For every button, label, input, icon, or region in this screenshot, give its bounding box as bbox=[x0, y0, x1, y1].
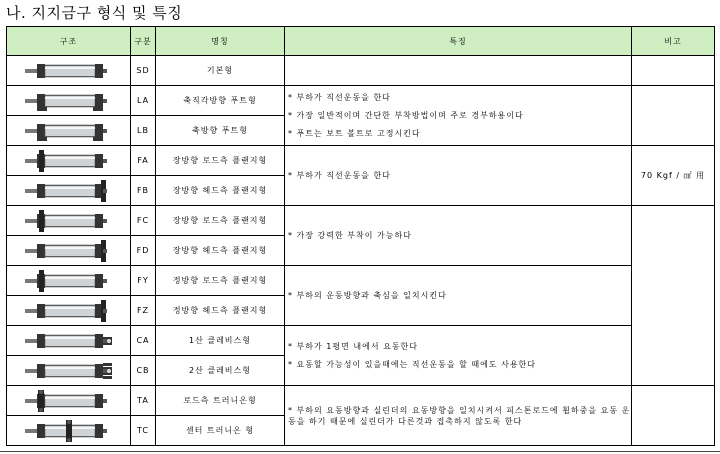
table-row bbox=[7, 386, 715, 416]
type-name: 장방향 헤드측 플랜지형 bbox=[156, 236, 285, 266]
structure-cell bbox=[7, 86, 131, 116]
head-flange-cylinder-icon bbox=[23, 240, 115, 262]
note-cell bbox=[632, 386, 715, 446]
type-code: FB bbox=[131, 176, 156, 206]
type-code: TA bbox=[131, 386, 156, 416]
type-code: CB bbox=[131, 356, 156, 386]
type-name: 축직각방향 푸트형 bbox=[156, 86, 285, 116]
structure-cell bbox=[7, 236, 131, 266]
type-code: CA bbox=[131, 326, 156, 356]
features-cell bbox=[285, 86, 632, 146]
type-name: 로드측 트러니온형 bbox=[156, 386, 285, 416]
structure-cell bbox=[7, 386, 131, 416]
type-code: TC bbox=[131, 416, 156, 446]
type-name: 장방향 헤드측 플랜지형 bbox=[156, 176, 285, 206]
feature-line: * 가장 일반적이며 간단한 부착방법이며 주로 경부하용이다 bbox=[288, 111, 524, 120]
type-code: FZ bbox=[131, 296, 156, 326]
type-name: 장방향 로드측 플랜지형 bbox=[156, 146, 285, 176]
structure-cell bbox=[7, 356, 131, 386]
header-features: 특징 bbox=[285, 27, 632, 56]
type-name: 센터 트러니온 형 bbox=[156, 416, 285, 446]
table-row bbox=[7, 146, 715, 176]
square-rod-flange-cylinder-icon bbox=[23, 270, 115, 292]
basic-cylinder-icon bbox=[23, 60, 115, 82]
type-code: LA bbox=[131, 86, 156, 116]
foot-cylinder-icon bbox=[23, 120, 115, 142]
type-code: FA bbox=[131, 146, 156, 176]
features-cell bbox=[285, 326, 632, 386]
structure-cell bbox=[7, 146, 131, 176]
header-code: 구분 bbox=[131, 27, 156, 56]
axial-foot-cylinder-icon bbox=[23, 90, 115, 112]
feature-line: * 요동할 가능성이 있을때에는 직선운동을 할 때에도 사용한다 bbox=[288, 360, 536, 369]
structure-cell bbox=[7, 176, 131, 206]
feature-line: * 부하의 요동방향과 실린더의 요동방향을 일치시켜서 피스톤로드에 휨하중을 요동 운동을 하기 때문에 실린더가 다른것과 접촉하지 않도록 한다 bbox=[288, 405, 631, 426]
feature-line: * 부하가 1평면 내에서 요동한다 bbox=[288, 342, 418, 351]
note-cell bbox=[632, 86, 715, 146]
pressure-note: 70 Kgf / ㎠ 用 bbox=[640, 171, 706, 180]
structure-cell bbox=[7, 266, 131, 296]
page-bottom-rule bbox=[0, 451, 720, 452]
feature-line: * 푸트는 보트 볼트로 고정시킨다 bbox=[288, 129, 421, 138]
type-name: 장방향 로드측 플랜지형 bbox=[156, 206, 285, 236]
features-cell bbox=[285, 206, 632, 266]
table-row bbox=[7, 206, 715, 236]
table-row bbox=[7, 56, 715, 86]
type-name: 정방향 로드측 플랜지형 bbox=[156, 266, 285, 296]
structure-cell bbox=[7, 56, 131, 86]
table-header-row bbox=[7, 27, 715, 56]
structure-cell bbox=[7, 116, 131, 146]
header-note: 비고 bbox=[632, 27, 715, 56]
double-clevis-cylinder-icon bbox=[23, 360, 115, 382]
single-clevis-cylinder-icon bbox=[23, 330, 115, 352]
type-name: 2산 클레비스형 bbox=[156, 356, 285, 386]
type-name: 정방향 헤드측 플랜지형 bbox=[156, 296, 285, 326]
note-cell bbox=[632, 146, 715, 206]
features-cell bbox=[285, 386, 632, 446]
type-code: FY bbox=[131, 266, 156, 296]
rod-flange-cylinder-icon bbox=[23, 150, 115, 172]
structure-cell bbox=[7, 416, 131, 446]
feature-line: * 부하의 운동방향과 축심을 일치시킨다 bbox=[288, 291, 447, 300]
type-code: SD bbox=[131, 56, 156, 86]
feature-line: * 가장 강력한 부착이 가능하다 bbox=[288, 231, 412, 240]
note-cell bbox=[632, 206, 715, 386]
support-mount-table bbox=[6, 26, 715, 446]
table-row bbox=[7, 326, 715, 356]
type-code: FD bbox=[131, 236, 156, 266]
type-code: LB bbox=[131, 116, 156, 146]
table-row bbox=[7, 86, 715, 116]
feature-line: * 부하가 직선운동을 한다 bbox=[288, 93, 391, 102]
header-name: 명칭 bbox=[156, 27, 285, 56]
structure-cell bbox=[7, 206, 131, 236]
feature-line: * 부하가 직선운동을 한다 bbox=[288, 171, 391, 180]
features-cell bbox=[285, 56, 632, 86]
head-flange-cylinder-icon bbox=[23, 180, 115, 202]
rod-flange-cylinder-icon bbox=[23, 210, 115, 232]
square-head-flange-cylinder-icon bbox=[23, 300, 115, 322]
table-row bbox=[7, 266, 715, 296]
features-cell bbox=[285, 266, 632, 326]
note-cell bbox=[632, 56, 715, 86]
type-name: 기본형 bbox=[156, 56, 285, 86]
type-name: 1산 클레비스형 bbox=[156, 326, 285, 356]
type-code: FC bbox=[131, 206, 156, 236]
structure-cell bbox=[7, 326, 131, 356]
rod-trunnion-cylinder-icon bbox=[23, 390, 115, 412]
header-structure: 구조 bbox=[7, 27, 131, 56]
features-cell bbox=[285, 146, 632, 206]
center-trunnion-cylinder-icon bbox=[23, 420, 115, 442]
structure-cell bbox=[7, 296, 131, 326]
type-name: 축방향 푸트형 bbox=[156, 116, 285, 146]
page-heading: 나. 지지금구 형식 및 특징 bbox=[6, 4, 183, 22]
